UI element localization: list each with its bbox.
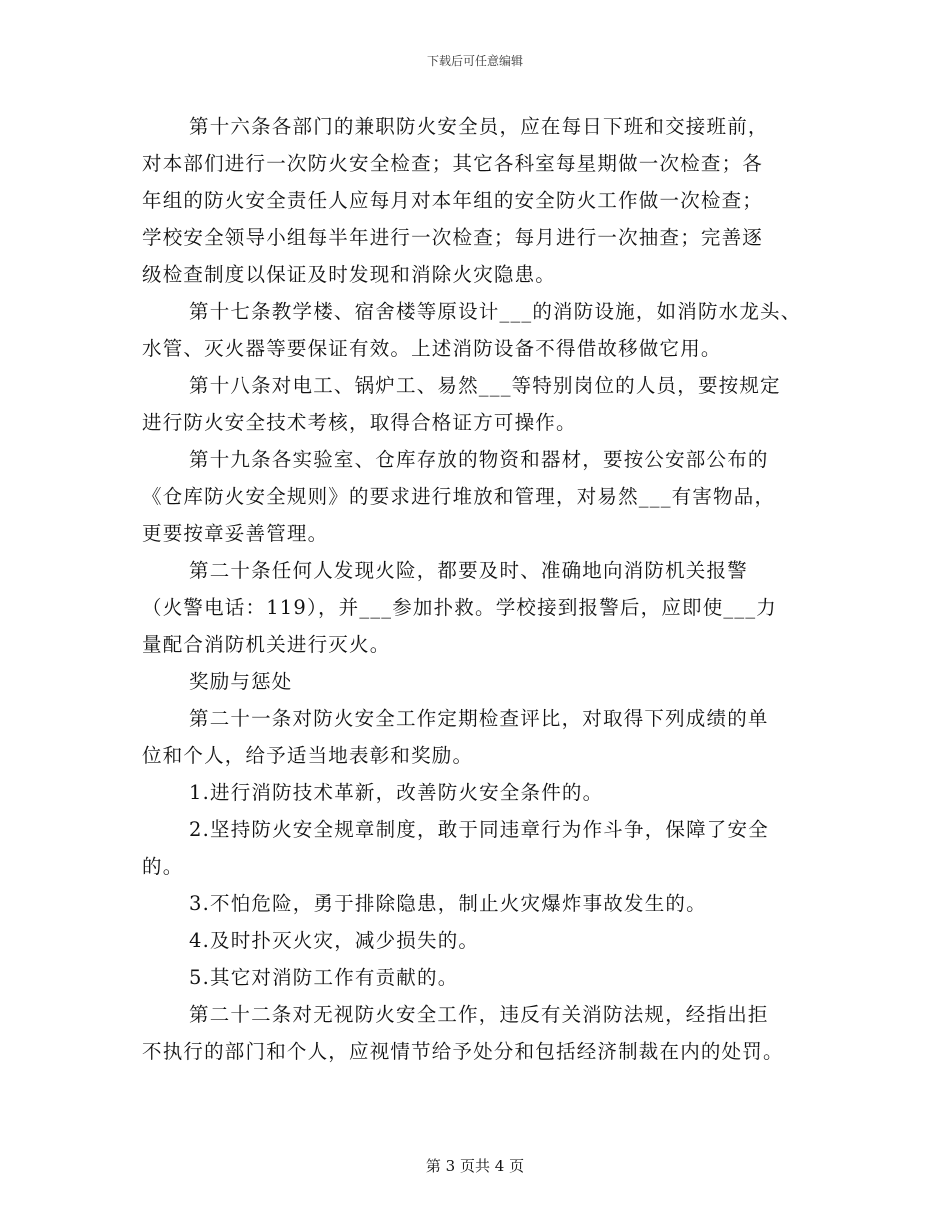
page-header: 下载后可任意编辑	[426, 54, 523, 68]
paragraph-line: 量配合消防机关进行灭火。	[142, 633, 391, 656]
paragraph-line: 位和个人，给予适当地表彰和奖励。	[142, 744, 474, 767]
paragraph-line: 第十七条教学楼、宿舍楼等原设计___的消防设施，如消防水龙头、	[189, 300, 802, 323]
list-item: 3.不怕危险，勇于排除隐患，制止火灾爆炸事故发生的。	[189, 892, 707, 915]
paragraph-line: 不执行的部门和个人，应视情节给予处分和包括经济制裁在内的处罚。	[142, 1040, 784, 1063]
document-body	[142, 108, 832, 1070]
paragraph-line: 第二十二条对无视防火安全工作，违反有关消防法规，经指出拒	[189, 1003, 769, 1026]
paragraph-line: 第十八条对电工、锅炉工、易然___等特别岗位的人员，要按规定	[189, 374, 781, 397]
paragraph-line: 第十六条各部门的兼职防火安全员，应在每日下班和交接班前，	[189, 115, 769, 138]
paragraph-line: 水管、灭火器等要保证有效。上述消防设备不得借故移做它用。	[142, 337, 722, 360]
paragraph-line: 第二十一条对防火安全工作定期检查评比，对取得下列成绩的单	[189, 707, 769, 730]
page-number: 第 3 页共 4 页	[425, 1157, 525, 1175]
paragraph-line: 《仓库防火安全规则》的要求进行堆放和管理，对易然___有害物品，	[142, 485, 776, 508]
list-item: 1.进行消防技术革新，改善防火安全条件的。	[189, 781, 604, 804]
paragraph-line: 级检查制度以保证及时发现和消除火灾隐患。	[142, 263, 557, 286]
paragraph-line: 第十九条各实验室、仓库存放的物资和器材，要按公安部公布的	[189, 448, 769, 471]
paragraph-line: 第二十条任何人发现火险，都要及时、准确地向消防机关报警	[189, 559, 748, 582]
list-item: 5.其它对消防工作有贡献的。	[189, 966, 459, 989]
paragraph-line: 进行防火安全技术考核，取得合格证方可操作。	[142, 411, 577, 434]
paragraph-line: 对本部们进行一次防火安全检查；其它各科室每星期做一次检查；各	[142, 152, 764, 175]
list-item: 4.及时扑灭火灾，减少损失的。	[189, 929, 480, 952]
section-heading: 奖励与惩处	[189, 670, 293, 693]
list-item-continuation: 的。	[142, 855, 184, 878]
paragraph-line: （火警电话：119），并___参加扑救。学校接到报警后，应即使___力	[142, 596, 777, 619]
list-item: 2.坚持防火安全规章制度，敢于同违章行为作斗争，保障了安全	[189, 818, 769, 841]
paragraph-line: 学校安全领导小组每半年进行一次检查；每月进行一次抽查；完善逐	[142, 226, 764, 249]
paragraph-line: 更要按章妥善管理。	[142, 522, 329, 545]
paragraph-line: 年组的防火安全责任人应每月对本年组的安全防火工作做一次检查；	[142, 189, 764, 212]
